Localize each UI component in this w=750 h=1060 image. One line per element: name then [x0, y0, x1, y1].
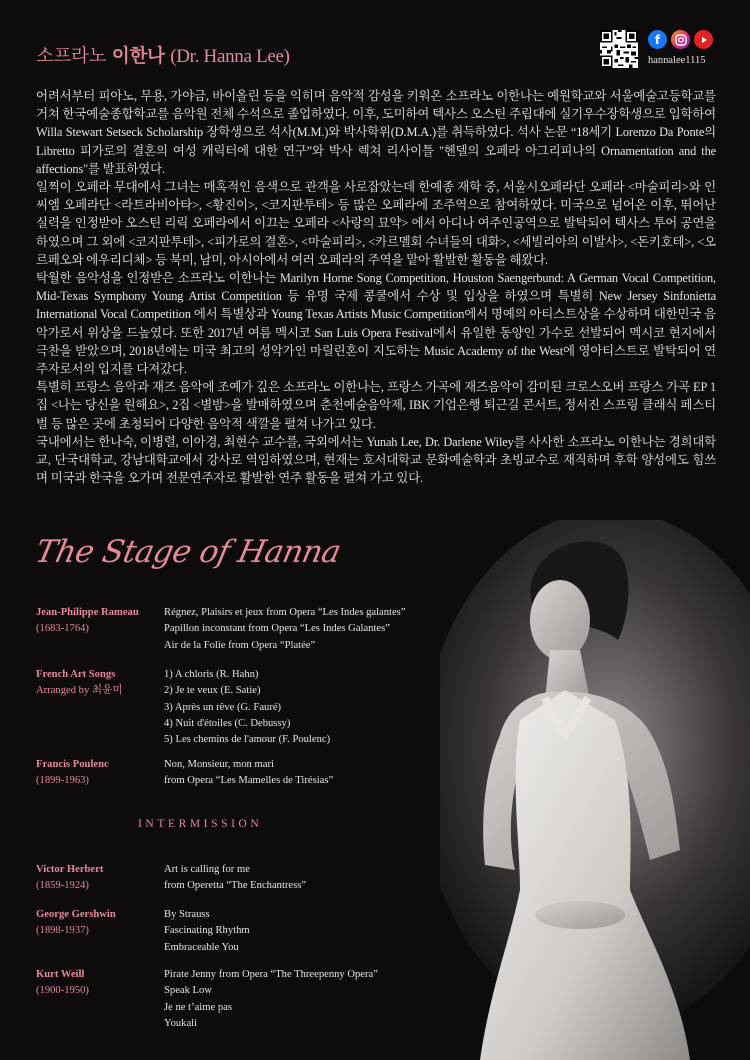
work-title: Fascinating Rhythm — [164, 925, 250, 937]
work-title: Speak Low — [164, 985, 212, 997]
intermission-label: INTERMISSION — [138, 818, 263, 830]
page-title — [36, 42, 290, 68]
composer-years: (1683-1764) — [36, 623, 89, 635]
composer-years: (1899-1963) — [36, 775, 89, 787]
work-title: Air de la Folie from Opera “Platée” — [164, 639, 316, 651]
work-title: Régnez, Plaisirs et jeux from Opera “Les Indes galantes” — [164, 607, 406, 618]
composer-name: Jean-Philippe Rameau — [36, 607, 139, 618]
bio-paragraph: 탁월한 음악성을 인정받은 소프라노 이한나는 Marilyn Horne Song Competition, Houston Saengerbund: A German Vocal Competition, Mid-Texas Symphony Young Artist Competition 등 유명 국제 콩쿨에서 수상 및 입상을 하였으며 특별히 New Jersey Sinfonietta International Vocal Competition 에서 특별상과 Young Texas Artists Music Competition에서 명예의 아티스트상을 수상하며 대한민국 음악가로서 위상을 드높였다. 또한 2017년 여름 멕시코 San Luis Opera Festival에서 유일한 동양인 가수로 선발되어 멕시코 현지에서 극찬을 받았으며, 2018년에는 미국 최고의 성악가인 마릴린혼이 지도하는 Music Academy of the West에 영아티스트로 발탁되어 연주자로서의 입지를 다져갔다. — [36, 271, 716, 377]
composer-years: (1859-1924) — [36, 880, 89, 892]
bio-paragraph: 일찍이 오페라 무대에서 그녀는 매혹적인 음색으로 관객을 사로잡았는데 한예종 재학 중, 서울시오페라단 오페라 <마술피리>와 인씨엠 오페라단 <라트라비아타>, <황진이>, <코지판투테> 등 많은 오페라에 조주역으로 참여하였다. 미국으로 넘어온 이후, 뛰어난 실력을 인정받아 오스틴 리릭 오페라에서 이끄는 오페라 <사랑의 묘약> 에서 아디나 여주인공역으로 발탁되어 텍사스 투어 공연을 하였으며 그 외에 <코지판투테>, <피가로의 결혼>, <마술피리>, <카르멜회 수녀들의 대화>, <세빌리아의 이발사>, <돈키호테>, <오르페오와 에우리디체> 등 북미, 남미, 아시아에서 여러 오페라의 주역을 맡아 활발한 활동을 해왔다. — [36, 180, 716, 267]
work-title: Papillon inconstant from Opera “Les Indes Galantes” — [164, 623, 390, 635]
composer-name: George Gershwin — [36, 909, 116, 920]
composer-name: Kurt Weill — [36, 969, 85, 980]
composer-name: Francis Poulenc — [36, 759, 109, 770]
qr-code[interactable] — [600, 30, 638, 68]
work-title: Pirate Jenny from Opera “The Threepenny Opera” — [164, 969, 378, 980]
works-list — [164, 757, 333, 790]
composer-years: (1898-1937) — [36, 925, 89, 937]
works-list — [164, 967, 378, 1032]
work-title: Embraceable You — [164, 941, 239, 953]
program-entry — [36, 667, 436, 757]
work-title: 1) A chloris (R. Hahn) — [164, 669, 259, 680]
program-entry — [36, 605, 436, 665]
work-title: 2) Je te veux (E. Satie) — [164, 685, 261, 697]
work-title: Non, Monsieur, mon mari — [164, 759, 274, 770]
work-title: from Opera “Les Mamelles de Tirésias” — [164, 775, 334, 787]
bio-paragraph: 특별히 프랑스 음악과 재즈 음악에 조예가 깊은 소프라노 이한나는, 프랑스 가곡에 재즈음악이 감미된 크로스오버 프랑스 가곡 EP 1집 <나는 당신을 원해요>, 2집 <별밤>을 발매하였으며 춘천예술음악제, IBK 기업은행 퇴근길 콘서트, 정서진 스프링 클래식 페스티벌 등 많은 곳에 초청되어 다양한 음악적 색깔을 펼쳐 나가고 있다. — [36, 380, 716, 431]
works-list — [164, 667, 330, 748]
facebook-icon[interactable]: f — [648, 30, 667, 49]
social-links — [648, 30, 713, 49]
work-title: By Strauss — [164, 909, 210, 920]
title-prefix: 소프라노 — [36, 46, 107, 67]
biography — [36, 87, 716, 487]
youtube-icon[interactable] — [694, 30, 713, 49]
work-title: 3) Après un rêve (G. Fauré) — [164, 701, 282, 713]
title-name: 이한나 — [111, 46, 165, 67]
composer-years: (1900-1950) — [36, 985, 89, 997]
page-header — [36, 42, 290, 68]
program-entry — [36, 907, 436, 962]
works-list — [164, 862, 306, 895]
bio-paragraph: 국내에서는 한나숙, 이병렬, 이아경, 최현수 교수를, 국외에서는 Yunah Lee, Dr. Darlene Wiley를 사사한 소프라노 이한나는 경희대학교, 단국대학교, 강남대학교에서 강사로 역임하였으며, 현재는 호서대학교 문화예술학과 초빙교수로 재직하며 후학 양성에도 힘쓰며 미국과 한국을 오가며 전문연주자로 활발한 연주 활동을 펼쳐 가고 있다. — [36, 434, 716, 486]
social-handle[interactable]: hannalee1115 — [648, 55, 706, 66]
work-title: 4) Nuit d'étoiles (C. Debussy) — [164, 717, 291, 729]
composer-name: French Art Songs — [36, 669, 116, 680]
title-english-name: (Dr. Hanna Lee) — [170, 46, 290, 67]
program-entry — [36, 862, 436, 902]
stage-title: The Stage of Hanna — [32, 534, 344, 570]
arranger: Arranged by 최윤미 — [36, 685, 123, 697]
program-entry — [36, 757, 436, 797]
composer-name: Victor Herbert — [36, 864, 104, 875]
program-entry — [36, 967, 436, 1037]
portrait-photo — [440, 520, 750, 1060]
work-title: Art is calling for me — [164, 864, 250, 875]
bio-paragraph: 어려서부터 피아노, 무용, 가야금, 바이올린 등을 익히며 음악적 감성을 키워온 소프라노 이한나는 예원학교와 서울예술고등학교를 거쳐 한국예술종합학교를 음악원 전체 수석으로 졸업하였다. 이후, 도미하여 텍사스 오스틴 주립대에 실기우수장학생으로 입학하여 Willa Stewart Setseck Scholarship 장학생으로 석사(M.M.)와 박사학위(D.M.A.)를 취득하였다. 석사 논문 “18세기 Lorenzo Da Ponte의 Libretto 피가로의 결혼의 여성 캐릭터에 대한 연구”와 박사 렉쳐 리사이틀 "헨델의 오페라 아그리피나의 Ornamentation and the affections"를 발표하였다. — [36, 89, 716, 176]
work-title: 5) Les chemins de l'amour (F. Poulenc) — [164, 734, 331, 746]
work-title: Youkali — [164, 1017, 198, 1029]
works-list — [164, 907, 250, 956]
work-title: Je ne t’aime pas — [164, 1001, 232, 1013]
work-title: from Operetta “The Enchantress” — [164, 880, 307, 892]
instagram-icon[interactable] — [671, 30, 690, 49]
works-list — [164, 605, 406, 654]
